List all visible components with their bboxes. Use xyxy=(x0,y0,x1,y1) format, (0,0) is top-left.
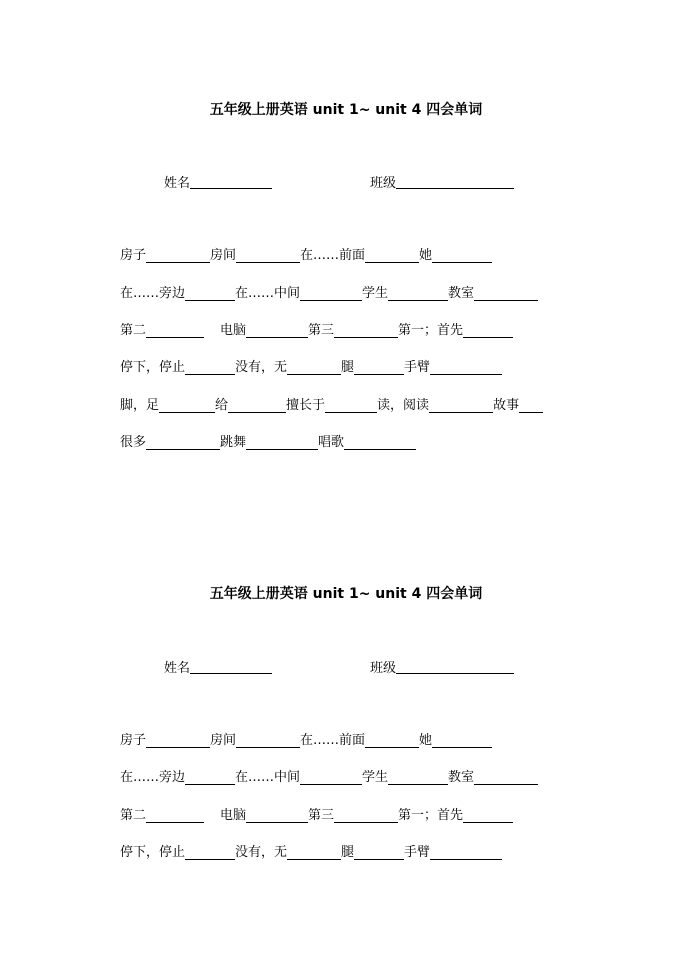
vocab-label: 在……前面 xyxy=(300,733,366,748)
vocab-label: 第二 xyxy=(120,323,147,338)
vocab-item xyxy=(120,359,235,377)
vocab-item xyxy=(235,359,341,377)
vocab-row-2 xyxy=(120,285,538,303)
vocab-item xyxy=(210,732,300,750)
answer-blank[interactable] xyxy=(146,808,204,823)
answer-blank[interactable] xyxy=(334,323,398,338)
vocab-item xyxy=(404,359,502,377)
answer-blank[interactable] xyxy=(146,435,220,450)
vocab-label: 在……中间 xyxy=(235,286,301,301)
vocab-label: 给 xyxy=(215,398,229,413)
vocab-item xyxy=(235,769,362,787)
answer-blank[interactable] xyxy=(185,360,235,375)
vocab-label: 第二 xyxy=(120,808,147,823)
vocab-item xyxy=(210,247,300,265)
answer-blank[interactable] xyxy=(287,845,341,860)
vocab-label: 唱歌 xyxy=(318,435,345,450)
answer-blank[interactable] xyxy=(146,323,204,338)
vocab-item xyxy=(398,322,513,340)
answer-blank[interactable] xyxy=(159,398,215,413)
answer-blank[interactable] xyxy=(146,733,210,748)
vocab-item xyxy=(220,807,308,825)
vocab-label: 手臂 xyxy=(404,360,431,375)
vocab-item xyxy=(341,844,404,862)
vocab-item xyxy=(300,247,419,265)
vocab-label: 腿 xyxy=(341,360,355,375)
worksheet-title: 五年级上册英语 unit 1~ unit 4 四会单词 xyxy=(209,102,483,118)
vocab-item xyxy=(220,322,308,340)
class-blank[interactable] xyxy=(396,659,514,674)
vocab-row-3 xyxy=(120,322,513,340)
answer-blank[interactable] xyxy=(236,733,300,748)
vocab-item xyxy=(120,247,210,265)
vocab-item xyxy=(235,844,341,862)
vocab-item xyxy=(448,285,538,303)
name-label: 姓名 xyxy=(164,661,191,676)
vocab-row-2 xyxy=(120,769,538,787)
vocab-label: 房子 xyxy=(120,248,147,263)
vocab-item xyxy=(120,844,235,862)
answer-blank[interactable] xyxy=(354,360,404,375)
vocab-row-1 xyxy=(120,732,492,750)
vocab-label: 第一；首先 xyxy=(398,808,464,823)
class-field xyxy=(370,657,514,676)
answer-blank[interactable] xyxy=(388,770,448,785)
vocab-label: 第三 xyxy=(308,323,335,338)
worksheet-title: 五年级上册英语 unit 1~ unit 4 四会单词 xyxy=(209,586,483,602)
vocab-row-1 xyxy=(120,247,492,265)
vocab-row-4 xyxy=(120,844,502,862)
vocab-label: 学生 xyxy=(362,770,389,785)
answer-blank[interactable] xyxy=(344,435,416,450)
vocab-item xyxy=(362,285,448,303)
vocab-label: 她 xyxy=(419,248,433,263)
vocab-label: 房间 xyxy=(210,248,237,263)
answer-blank[interactable] xyxy=(246,808,308,823)
answer-blank[interactable] xyxy=(432,248,492,263)
answer-blank[interactable] xyxy=(354,845,404,860)
answer-blank[interactable] xyxy=(300,770,362,785)
vocab-label: 没有，无 xyxy=(235,360,288,375)
answer-blank[interactable] xyxy=(185,286,235,301)
vocab-label: 电脑 xyxy=(220,323,247,338)
name-field xyxy=(164,172,272,191)
answer-blank[interactable] xyxy=(325,398,377,413)
answer-blank[interactable] xyxy=(463,808,513,823)
vocab-label: 脚，足 xyxy=(120,398,160,413)
vocab-item xyxy=(341,359,404,377)
answer-blank[interactable] xyxy=(388,286,448,301)
vocab-label: 在……旁边 xyxy=(120,770,186,785)
answer-blank[interactable] xyxy=(246,435,318,450)
vocab-item xyxy=(120,732,210,750)
name-blank[interactable] xyxy=(190,659,272,674)
vocab-item xyxy=(120,434,220,452)
vocab-label: 读，阅读 xyxy=(377,398,430,413)
answer-blank[interactable] xyxy=(463,323,513,338)
answer-blank[interactable] xyxy=(430,360,502,375)
vocab-item xyxy=(120,769,235,787)
answer-blank[interactable] xyxy=(474,286,538,301)
vocab-item xyxy=(308,807,398,825)
vocab-label: 在……前面 xyxy=(300,248,366,263)
vocab-item xyxy=(300,732,419,750)
vocab-label: 在……中间 xyxy=(235,770,301,785)
vocab-label: 故事 xyxy=(493,398,520,413)
answer-blank[interactable] xyxy=(185,770,235,785)
name-label: 姓名 xyxy=(164,176,191,191)
answer-blank[interactable] xyxy=(287,360,341,375)
vocab-label: 学生 xyxy=(362,286,389,301)
answer-blank[interactable] xyxy=(474,770,538,785)
vocab-label: 没有，无 xyxy=(235,845,288,860)
class-blank[interactable] xyxy=(396,174,514,189)
vocab-label: 跳舞 xyxy=(220,435,247,450)
class-label: 班级 xyxy=(370,176,397,191)
vocab-row-6 xyxy=(120,434,416,452)
answer-blank[interactable] xyxy=(334,808,398,823)
vocab-label: 手臂 xyxy=(404,845,431,860)
vocab-item xyxy=(419,247,492,265)
vocab-item xyxy=(120,397,215,415)
vocab-item xyxy=(120,322,220,340)
vocab-label: 腿 xyxy=(341,845,355,860)
answer-blank[interactable] xyxy=(519,398,543,413)
vocab-item xyxy=(377,397,493,415)
vocab-label: 擅长于 xyxy=(286,398,326,413)
answer-blank[interactable] xyxy=(228,398,286,413)
vocab-row-3 xyxy=(120,807,513,825)
vocab-item xyxy=(404,844,502,862)
answer-blank[interactable] xyxy=(300,286,362,301)
answer-blank[interactable] xyxy=(429,398,493,413)
answer-blank[interactable] xyxy=(185,845,235,860)
vocab-item xyxy=(419,732,492,750)
answer-blank[interactable] xyxy=(365,248,419,263)
vocab-item xyxy=(286,397,377,415)
vocab-item xyxy=(318,434,416,452)
answer-blank[interactable] xyxy=(246,323,308,338)
vocab-row-4 xyxy=(120,359,502,377)
vocab-item xyxy=(398,807,513,825)
vocab-item xyxy=(448,769,538,787)
vocab-label: 第三 xyxy=(308,808,335,823)
vocab-item xyxy=(220,434,318,452)
vocab-item xyxy=(362,769,448,787)
vocab-label: 在……旁边 xyxy=(120,286,186,301)
class-label: 班级 xyxy=(370,661,397,676)
name-blank[interactable] xyxy=(190,174,272,189)
vocab-label: 她 xyxy=(419,733,433,748)
vocab-item xyxy=(120,285,235,303)
vocab-item xyxy=(215,397,286,415)
answer-blank[interactable] xyxy=(365,733,419,748)
vocab-label: 很多 xyxy=(120,435,147,450)
vocab-item xyxy=(120,807,220,825)
vocab-label: 教室 xyxy=(448,770,475,785)
vocab-row-5 xyxy=(120,397,543,415)
vocab-label: 电脑 xyxy=(220,808,247,823)
vocab-label: 第一；首先 xyxy=(398,323,464,338)
vocab-item xyxy=(493,397,543,415)
vocab-label: 教室 xyxy=(448,286,475,301)
vocab-label: 房子 xyxy=(120,733,147,748)
answer-blank[interactable] xyxy=(430,845,502,860)
vocab-label: 房间 xyxy=(210,733,237,748)
answer-blank[interactable] xyxy=(236,248,300,263)
class-field xyxy=(370,172,514,191)
vocab-label: 停下，停止 xyxy=(120,845,186,860)
answer-blank[interactable] xyxy=(146,248,210,263)
name-field xyxy=(164,657,272,676)
vocab-item xyxy=(308,322,398,340)
vocab-item xyxy=(235,285,362,303)
vocab-label: 停下，停止 xyxy=(120,360,186,375)
answer-blank[interactable] xyxy=(432,733,492,748)
